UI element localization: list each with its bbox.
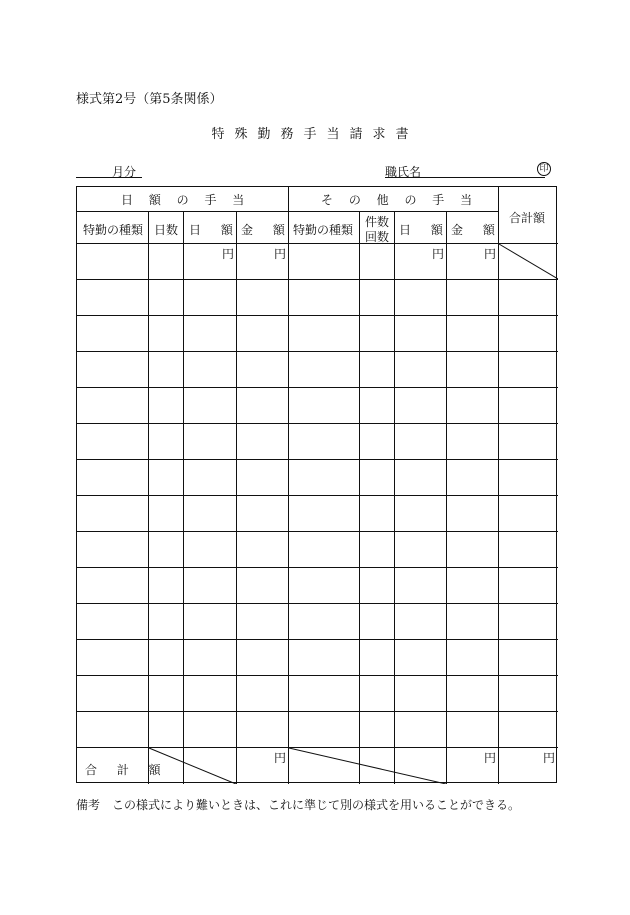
count-header-line2: 回数 [365,230,390,244]
other-daily-amount-header: 日 額 [399,223,451,237]
form-number: 様式第2号（第5条関係） [76,92,223,107]
total-row-label: 合 計 額 [85,763,169,777]
seal-mark: 印 [537,162,551,176]
table-grid [77,187,558,784]
name-label: 職氏名 [385,165,422,179]
total-amount-header: 合計額 [509,211,546,225]
daily-allowance-header: 日 額 の 手 当 [121,193,251,207]
other-allowance-header: そ の 他 の 手 当 [321,193,479,207]
yen-mark: 円 [484,751,497,765]
amount-header: 金 額 [241,223,293,237]
daily-amount-header: 日 額 [189,223,241,237]
yen-mark: 円 [484,247,497,261]
other-special-type-header: 特勤の種類 [293,223,354,237]
yen-mark: 円 [222,247,235,261]
days-header: 日数 [154,223,179,237]
count-header-line1: 件数 [365,215,390,229]
yen-mark: 円 [543,751,556,765]
yen-mark: 円 [274,247,287,261]
form-title: 特殊勤務手当請求書 [211,127,419,142]
other-amount-header: 金 額 [451,223,503,237]
remarks-note: 備考 この様式により難いときは、これに準じて別の様式を用いることができる。 [76,798,521,812]
special-type-header: 特勤の種類 [83,223,144,237]
yen-mark: 円 [274,751,287,765]
yen-mark: 円 [432,247,445,261]
month-label: 月分 [112,165,137,179]
claim-table [76,186,557,783]
